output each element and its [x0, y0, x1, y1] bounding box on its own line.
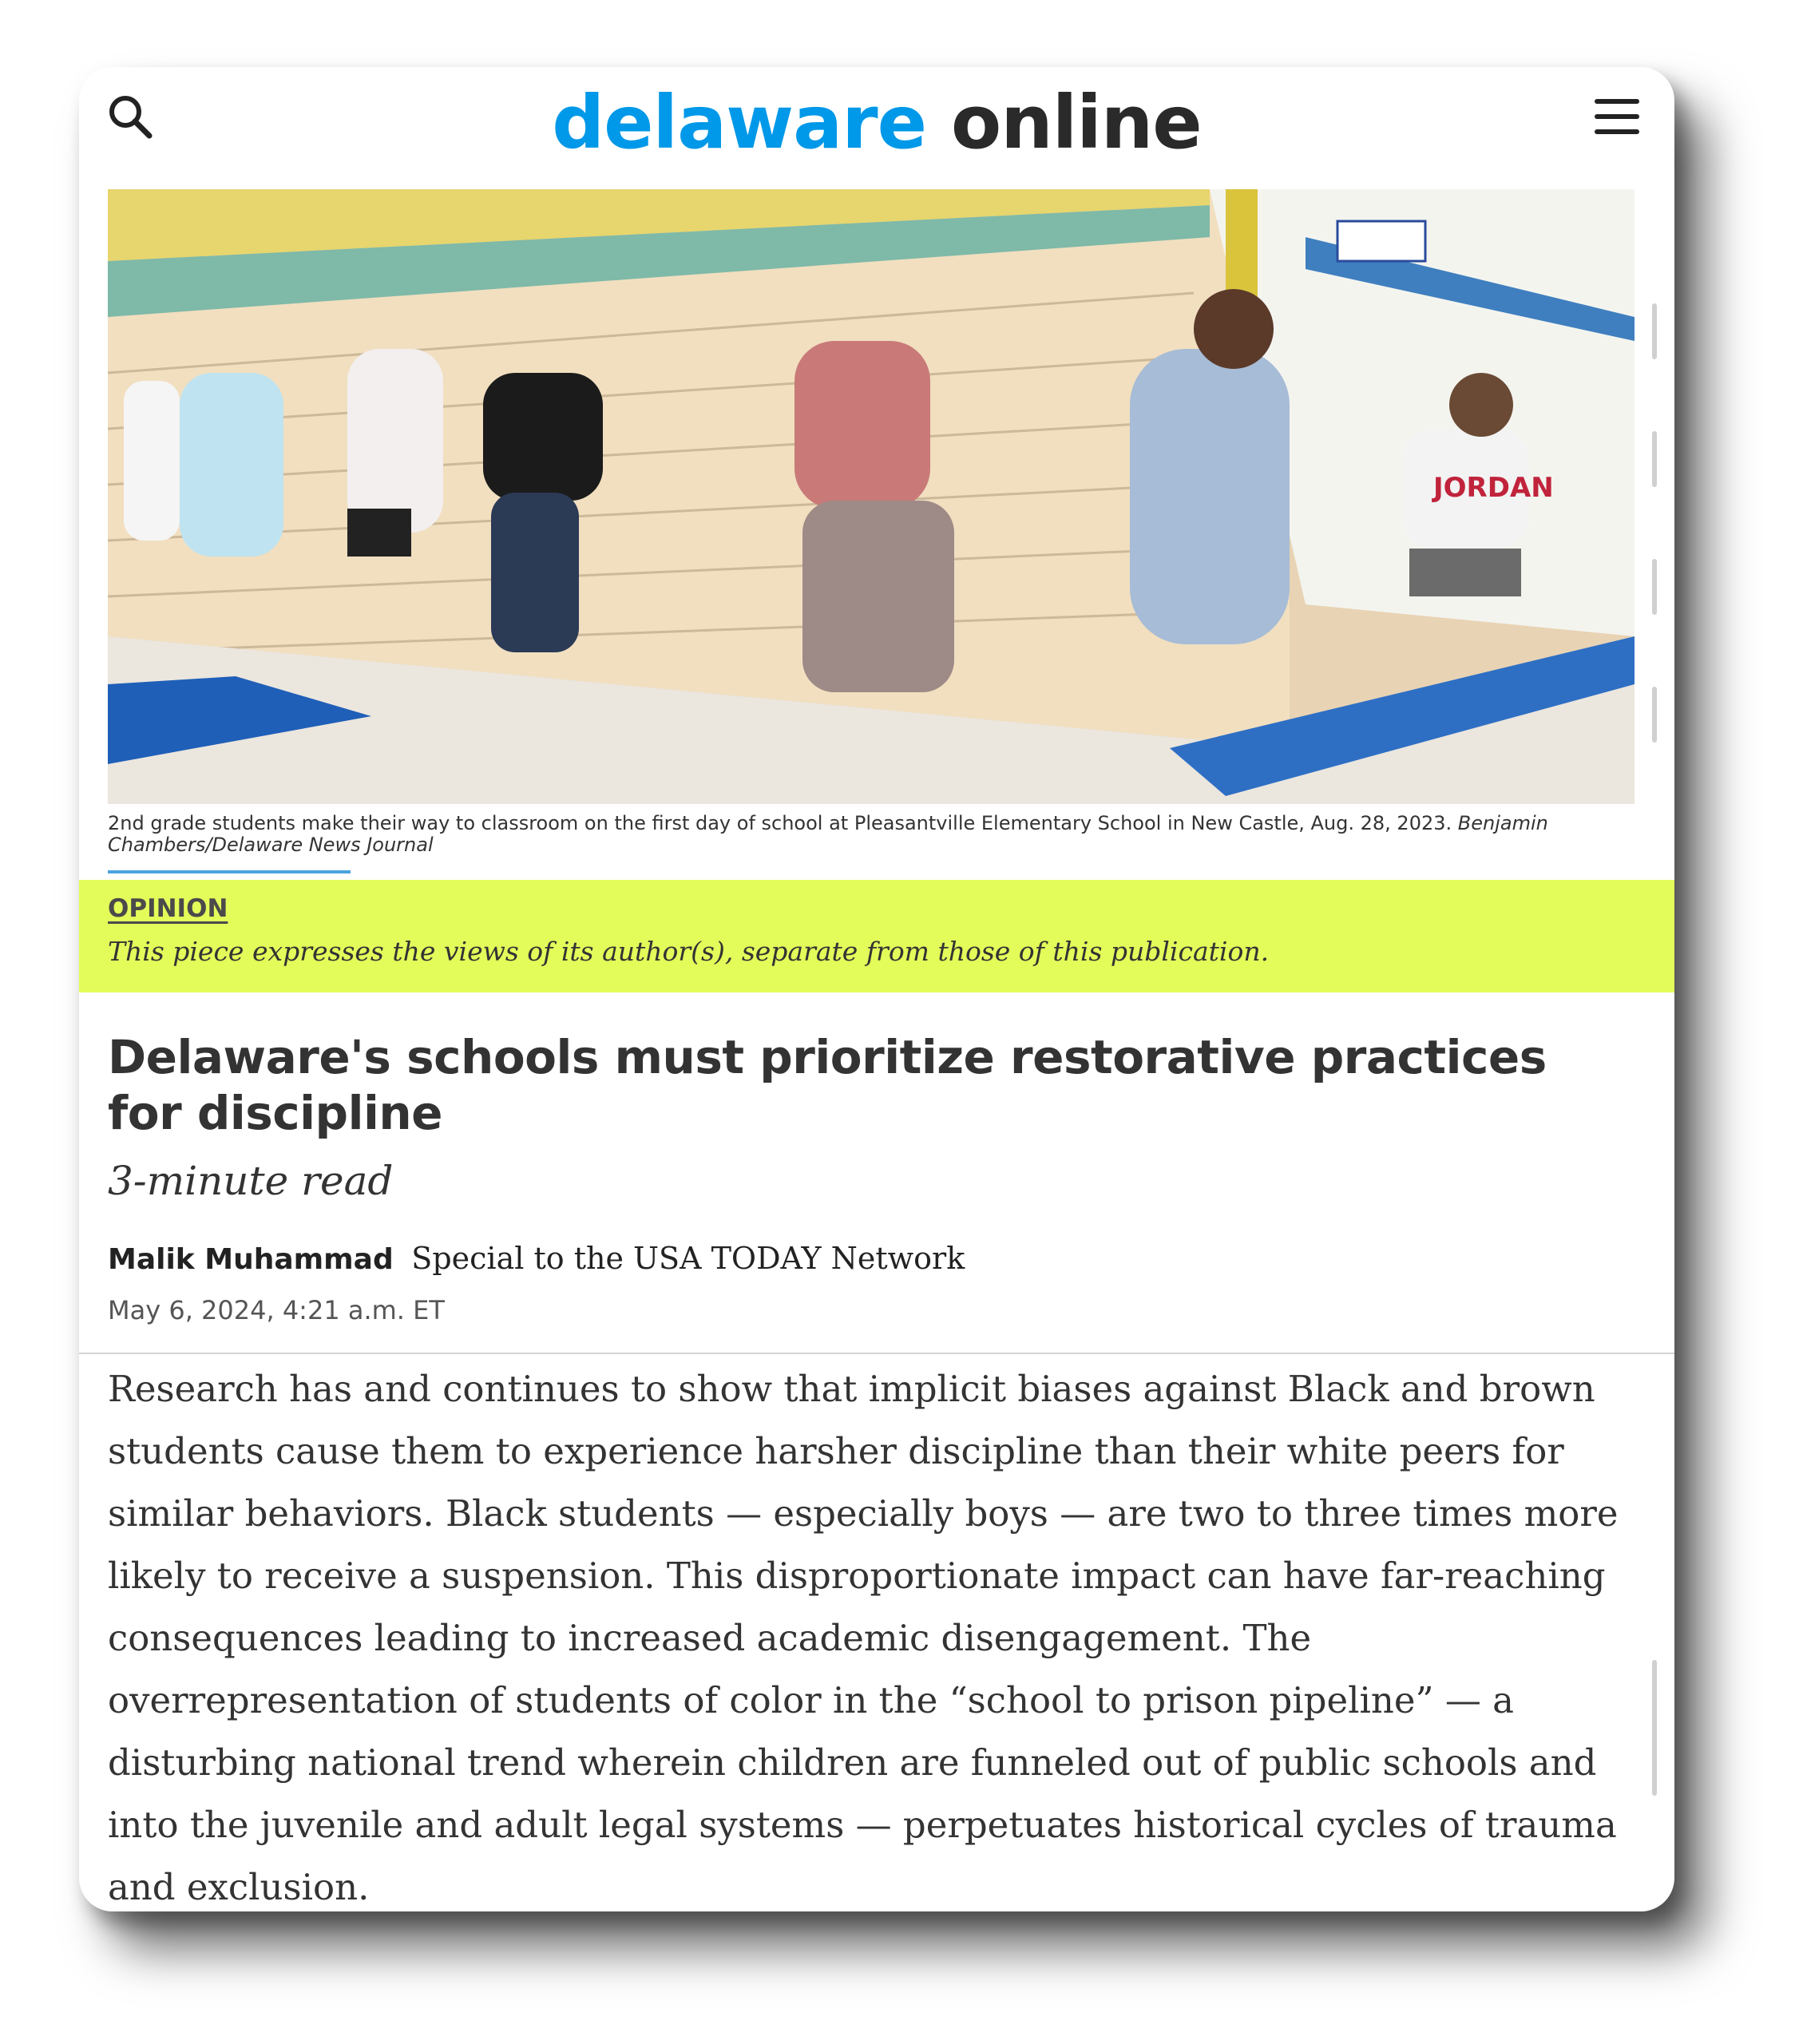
opinion-label[interactable]: OPINION — [108, 894, 228, 923]
article-card — [79, 67, 1674, 1911]
logo-delaware: delaware — [552, 80, 926, 165]
logo-online: online — [951, 80, 1202, 165]
caption-text: 2nd grade students make their way to classroom on the first day of school at Pleasantville Elementary School in New Castle, Aug. 28, 2023. — [108, 812, 1452, 834]
author-name[interactable]: Malik Muhammad — [108, 1243, 394, 1276]
byline — [108, 1241, 965, 1277]
photo-caption — [108, 813, 1641, 856]
scroll-indicator[interactable] — [1652, 1660, 1657, 1796]
scroll-indicator — [1652, 559, 1657, 615]
site-logo[interactable] — [79, 80, 1674, 165]
shirt-text: JORDAN — [1433, 472, 1554, 504]
read-time: 3-minute read — [108, 1158, 394, 1204]
caption-divider — [108, 870, 351, 873]
hamburger-menu-icon[interactable] — [1591, 93, 1642, 141]
author-affiliation: Special to the USA TODAY Network — [411, 1241, 965, 1276]
publish-date: May 6, 2024, 4:21 a.m. ET — [108, 1295, 445, 1325]
article-body-paragraph: Research has and continues to show that implicit biases against Black and brown students cause them to experience harsher discipline than their white peers for similar behaviors. Black students — especially boys — are two to three times more likely to receive a suspension. This disproportionate impact can have far-reaching consequences leading to increased academic disengagement. The overrepresentation of students of color in the “school to prison pipeline” — a disturbing national trend wherein children are funneled out of public schools and into the juvenile and adult legal systems — perpetuates historical cycles of trauma and exclusion. — [108, 1368, 1619, 1908]
section-divider — [79, 1353, 1674, 1354]
opinion-disclaimer: This piece expresses the views of its author(s), separate from those of this publication. — [108, 936, 1270, 967]
site-header — [79, 67, 1674, 187]
article-headline: Delaware's schools must prioritize restorative practices for discipline — [108, 1030, 1547, 1140]
hero-photo[interactable] — [108, 189, 1635, 804]
scroll-indicator — [1652, 687, 1657, 743]
scroll-indicator — [1652, 431, 1657, 487]
photo-credit: Benjamin Chambers/Delaware News Journal — [108, 812, 1548, 856]
scroll-indicator — [1652, 303, 1657, 359]
